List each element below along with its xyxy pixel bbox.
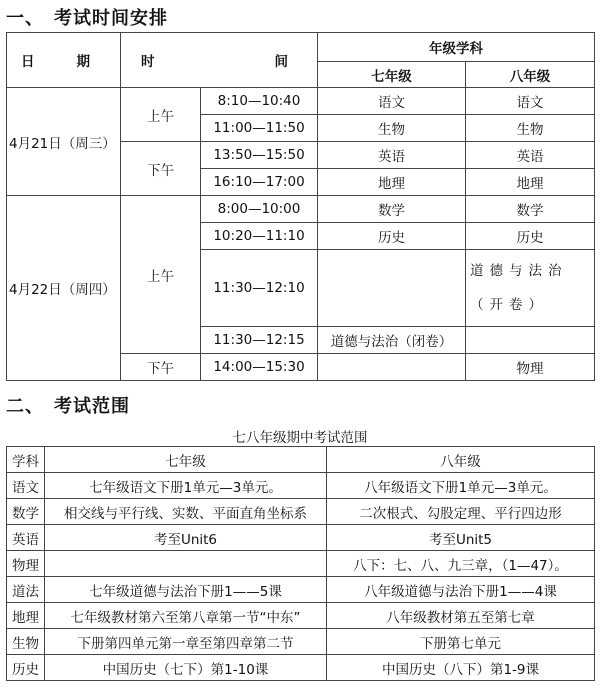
time-cell: 10:20—11:10 bbox=[201, 223, 318, 250]
exam-date: 4月22日（周四） bbox=[7, 196, 121, 381]
subject-cell: 历史 bbox=[7, 655, 45, 681]
table-row bbox=[7, 499, 595, 525]
table-row bbox=[7, 447, 595, 473]
time-cell: 8:10—10:40 bbox=[201, 88, 318, 115]
time-cell: 11:30—12:10 bbox=[201, 250, 318, 327]
time-cell: 13:50—15:50 bbox=[201, 142, 318, 169]
grade7-subject: 地理 bbox=[318, 169, 466, 196]
table-row bbox=[7, 196, 595, 223]
table-row bbox=[7, 88, 595, 115]
grade7-header: 七年级 bbox=[45, 447, 327, 473]
grade7-subject: 语文 bbox=[318, 88, 466, 115]
table-row bbox=[7, 629, 595, 655]
section2-heading bbox=[6, 392, 130, 418]
grade8-subject: 道德与法治（开卷） bbox=[466, 250, 595, 327]
time-header bbox=[121, 33, 318, 88]
time-header-label-1: 时 bbox=[141, 54, 155, 70]
grade7-scope: 考至Unit6 bbox=[45, 525, 327, 551]
grade8-header: 八年级 bbox=[327, 447, 595, 473]
grade7-scope: 七年级道德与法治下册1——5课 bbox=[45, 577, 327, 603]
section1-heading bbox=[6, 4, 168, 30]
period-label: 下午 bbox=[121, 142, 201, 196]
subject-cell: 物理 bbox=[7, 551, 45, 577]
time-cell: 16:10—17:00 bbox=[201, 169, 318, 196]
grade7-scope: 中国历史（七下）第1-10课 bbox=[45, 655, 327, 681]
time-cell: 11:00—11:50 bbox=[201, 115, 318, 142]
grade8-subject: 地理 bbox=[466, 169, 595, 196]
exam-date: 4月21日（周三） bbox=[7, 88, 121, 196]
section2-number: 二、 bbox=[6, 396, 44, 417]
grade7-scope bbox=[45, 551, 327, 577]
table-row bbox=[7, 525, 595, 551]
section2-title: 考试范围 bbox=[54, 396, 130, 417]
period-label: 上午 bbox=[121, 88, 201, 142]
grade8-scope: 八下：七、八、九三章，（1—47）。 bbox=[327, 551, 595, 577]
grade8-scope: 八年级语文下册1单元—3单元。 bbox=[327, 473, 595, 499]
grade7-subject bbox=[318, 354, 466, 381]
exam-scope-table bbox=[6, 446, 595, 681]
time-cell: 11:30—12:15 bbox=[201, 327, 318, 354]
grade8-scope: 考至Unit5 bbox=[327, 525, 595, 551]
grade7-subject: 历史 bbox=[318, 223, 466, 250]
grade7-scope: 相交线与平行线、实数、平面直角坐标系 bbox=[45, 499, 327, 525]
grade7-subject: 数学 bbox=[318, 196, 466, 223]
date-header-label-1: 日 bbox=[21, 54, 35, 70]
time-cell: 8:00—10:00 bbox=[201, 196, 318, 223]
grade8-subject: 英语 bbox=[466, 142, 595, 169]
date-header bbox=[7, 33, 121, 88]
grade8-scope: 八年级教材第五至第七章 bbox=[327, 603, 595, 629]
grade8-subject: 历史 bbox=[466, 223, 595, 250]
table-row bbox=[7, 655, 595, 681]
scope-table-caption: 七八年级期中考试范围 bbox=[232, 430, 368, 446]
subject-cell: 语文 bbox=[7, 473, 45, 499]
time-cell: 14:00—15:30 bbox=[201, 354, 318, 381]
subject-cell: 数学 bbox=[7, 499, 45, 525]
grade8-header: 八年级 bbox=[466, 62, 595, 88]
exam-schedule-table bbox=[6, 32, 595, 381]
grade8-subject bbox=[466, 327, 595, 354]
subject-cell: 地理 bbox=[7, 603, 45, 629]
grade7-subject: 生物 bbox=[318, 115, 466, 142]
grade8-scope: 八年级道德与法治下册1——4课 bbox=[327, 577, 595, 603]
date-header-label-2: 期 bbox=[76, 54, 90, 70]
table-row bbox=[7, 577, 595, 603]
grade7-scope: 七年级语文下册1单元—3单元。 bbox=[45, 473, 327, 499]
grade7-scope: 七年级教材第六至第八章第一节“中东” bbox=[45, 603, 327, 629]
table-row bbox=[7, 551, 595, 577]
grade7-scope: 下册第四单元第一章至第四章第二节 bbox=[45, 629, 327, 655]
grade8-subject: 数学 bbox=[466, 196, 595, 223]
grade7-subject: 道德与法治（闭卷） bbox=[318, 327, 466, 354]
section1-title: 考试时间安排 bbox=[54, 8, 168, 29]
subject-cell: 英语 bbox=[7, 525, 45, 551]
section1-number: 一、 bbox=[6, 8, 44, 29]
grade8-scope: 二次根式、勾股定理、平行四边形 bbox=[327, 499, 595, 525]
period-label: 下午 bbox=[121, 354, 201, 381]
grade8-subject: 语文 bbox=[466, 88, 595, 115]
grade7-header: 七年级 bbox=[318, 62, 466, 88]
period-label: 上午 bbox=[121, 196, 201, 354]
grade8-subject: 物理 bbox=[466, 354, 595, 381]
subject-cell: 道法 bbox=[7, 577, 45, 603]
table-row bbox=[7, 603, 595, 629]
subject-group-header: 年级学科 bbox=[318, 33, 595, 62]
subject-cell: 生物 bbox=[7, 629, 45, 655]
grade8-scope: 中国历史（八下）第1-9课 bbox=[327, 655, 595, 681]
grade8-scope: 下册第七单元 bbox=[327, 629, 595, 655]
grade7-subject bbox=[318, 250, 466, 327]
table-row bbox=[7, 473, 595, 499]
grade7-subject: 英语 bbox=[318, 142, 466, 169]
subject-header: 学科 bbox=[7, 447, 45, 473]
grade8-subject: 生物 bbox=[466, 115, 595, 142]
table-row bbox=[7, 33, 595, 62]
time-header-label-2: 间 bbox=[274, 54, 288, 70]
